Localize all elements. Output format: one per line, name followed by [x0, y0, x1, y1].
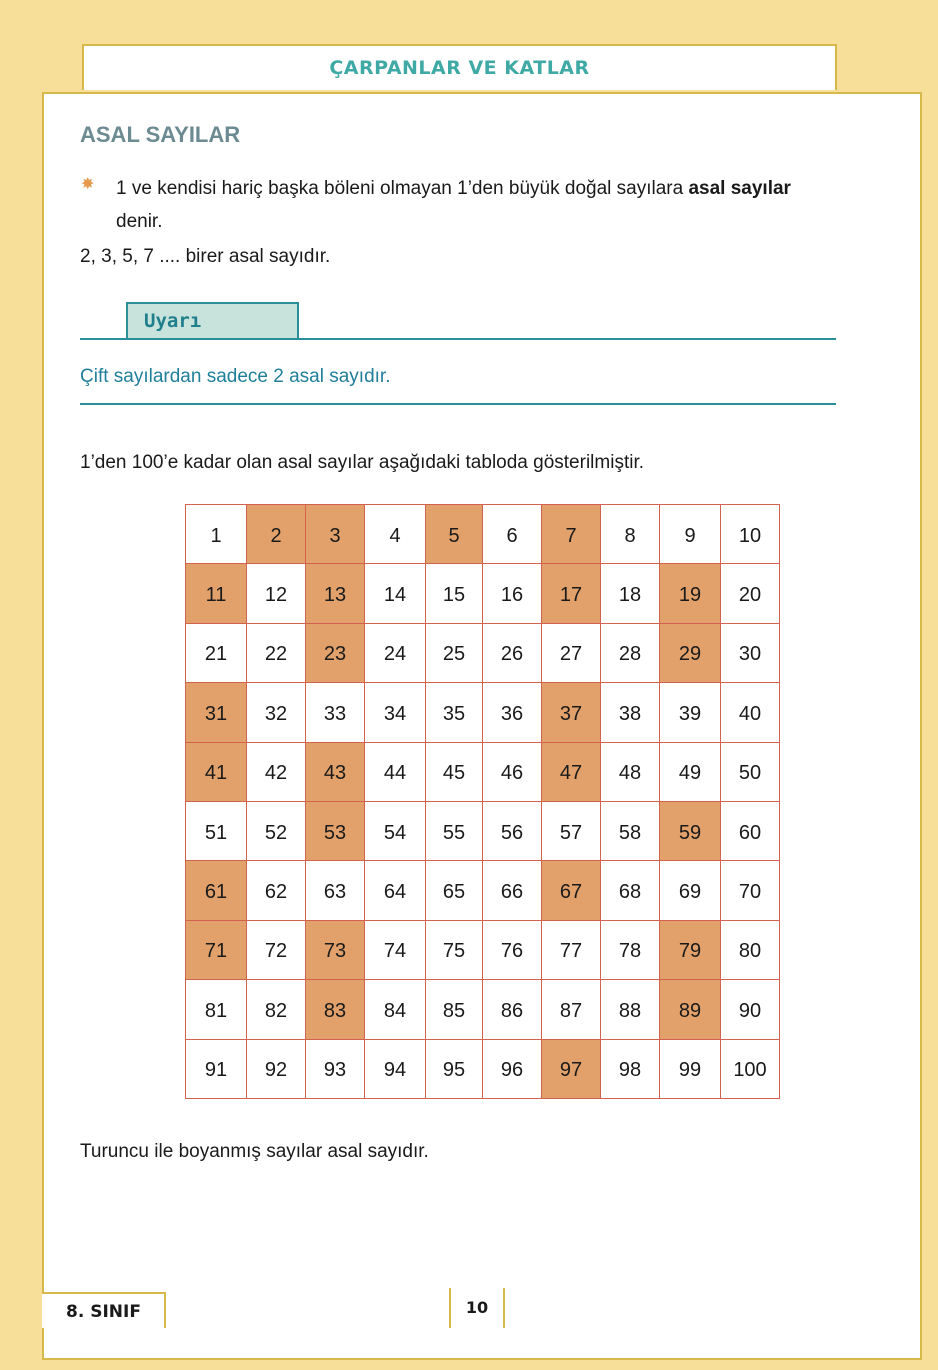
- number-cell: 65: [426, 861, 483, 920]
- number-cell: 35: [426, 683, 483, 742]
- prime-cell: 73: [306, 920, 365, 979]
- number-cell: 54: [365, 801, 426, 860]
- warning-text: Çift sayılardan sadece 2 asal sayıdır.: [80, 366, 391, 387]
- number-cell: 45: [426, 742, 483, 801]
- number-cell: 78: [601, 920, 660, 979]
- prime-table: [185, 504, 780, 1099]
- section-title: ASAL SAYILAR: [80, 122, 241, 147]
- number-cell: 50: [721, 742, 780, 801]
- number-cell: 21: [186, 623, 247, 682]
- number-cell: 40: [721, 683, 780, 742]
- number-cell: 95: [426, 1039, 483, 1098]
- definition-part1: 1 ve kendisi hariç başka böleni olmayan 1’den büyük doğal sayılara: [116, 178, 689, 199]
- number-cell: 98: [601, 1039, 660, 1098]
- number-cell: 51: [186, 801, 247, 860]
- number-cell: 96: [483, 1039, 542, 1098]
- table-row: [186, 980, 780, 1039]
- number-cell: 63: [306, 861, 365, 920]
- number-cell: 58: [601, 801, 660, 860]
- prime-cell: 41: [186, 742, 247, 801]
- prime-cell: 97: [542, 1039, 601, 1098]
- table-row: [186, 861, 780, 920]
- definition-bold: asal sayılar: [688, 178, 791, 199]
- number-cell: 94: [365, 1039, 426, 1098]
- number-cell: 91: [186, 1039, 247, 1098]
- number-cell: 24: [365, 623, 426, 682]
- number-cell: 87: [542, 980, 601, 1039]
- prime-cell: 83: [306, 980, 365, 1039]
- prime-cell: 19: [660, 564, 721, 623]
- number-cell: 88: [601, 980, 660, 1039]
- chapter-title: ÇARPANLAR VE KATLAR: [329, 57, 590, 79]
- number-cell: 76: [483, 920, 542, 979]
- table-row: [186, 623, 780, 682]
- prime-cell: 79: [660, 920, 721, 979]
- number-cell: 55: [426, 801, 483, 860]
- number-cell: 42: [247, 742, 306, 801]
- number-cell: 8: [601, 505, 660, 564]
- table-row: [186, 742, 780, 801]
- number-cell: 56: [483, 801, 542, 860]
- grade-label: 8. SINIF: [66, 1302, 141, 1322]
- number-cell: 64: [365, 861, 426, 920]
- number-cell: 33: [306, 683, 365, 742]
- table-row: [186, 920, 780, 979]
- number-cell: 75: [426, 920, 483, 979]
- number-cell: 49: [660, 742, 721, 801]
- number-cell: 66: [483, 861, 542, 920]
- chapter-banner: [82, 44, 837, 90]
- number-cell: 62: [247, 861, 306, 920]
- number-cell: 38: [601, 683, 660, 742]
- number-cell: 84: [365, 980, 426, 1039]
- number-cell: 39: [660, 683, 721, 742]
- number-cell: 74: [365, 920, 426, 979]
- prime-cell: 7: [542, 505, 601, 564]
- number-cell: 52: [247, 801, 306, 860]
- grade-label-box: [42, 1292, 166, 1328]
- prime-cell: 13: [306, 564, 365, 623]
- number-cell: 6: [483, 505, 542, 564]
- definition-part2: denir.: [116, 211, 163, 232]
- number-cell: 46: [483, 742, 542, 801]
- number-cell: 32: [247, 683, 306, 742]
- prime-cell: 47: [542, 742, 601, 801]
- number-cell: 99: [660, 1039, 721, 1098]
- number-cell: 81: [186, 980, 247, 1039]
- page-number: 10: [465, 1298, 489, 1317]
- prime-cell: 59: [660, 801, 721, 860]
- prime-cell: 71: [186, 920, 247, 979]
- warning-label: Uyarı: [144, 310, 202, 332]
- number-cell: 93: [306, 1039, 365, 1098]
- prime-cell: 3: [306, 505, 365, 564]
- table-row: [186, 1039, 780, 1098]
- prime-cell: 53: [306, 801, 365, 860]
- prime-cell: 2: [247, 505, 306, 564]
- footer-note: Turuncu ile boyanmış sayılar asal sayıdır.: [80, 1141, 429, 1162]
- number-cell: 12: [247, 564, 306, 623]
- number-cell: 70: [721, 861, 780, 920]
- number-cell: 20: [721, 564, 780, 623]
- number-cell: 14: [365, 564, 426, 623]
- number-cell: 69: [660, 861, 721, 920]
- prime-cell: 89: [660, 980, 721, 1039]
- number-cell: 22: [247, 623, 306, 682]
- number-cell: 26: [483, 623, 542, 682]
- number-cell: 85: [426, 980, 483, 1039]
- number-cell: 1: [186, 505, 247, 564]
- number-cell: 90: [721, 980, 780, 1039]
- number-cell: 80: [721, 920, 780, 979]
- prime-cell: 17: [542, 564, 601, 623]
- prime-cell: 29: [660, 623, 721, 682]
- table-row: [186, 801, 780, 860]
- number-cell: 15: [426, 564, 483, 623]
- number-cell: 57: [542, 801, 601, 860]
- number-cell: 36: [483, 683, 542, 742]
- number-cell: 48: [601, 742, 660, 801]
- prime-cell: 67: [542, 861, 601, 920]
- asterisk-icon: ✸: [81, 176, 95, 193]
- number-cell: 25: [426, 623, 483, 682]
- table-intro: 1’den 100’e kadar olan asal sayılar aşağıdaki tabloda gösterilmiştir.: [80, 452, 644, 473]
- number-cell: 68: [601, 861, 660, 920]
- number-cell: 82: [247, 980, 306, 1039]
- number-cell: 30: [721, 623, 780, 682]
- warning-bottom-rule: [80, 403, 836, 405]
- number-cell: 77: [542, 920, 601, 979]
- warning-top-rule: [80, 338, 836, 340]
- prime-cell: 5: [426, 505, 483, 564]
- number-cell: 4: [365, 505, 426, 564]
- prime-cell: 61: [186, 861, 247, 920]
- prime-cell: 31: [186, 683, 247, 742]
- prime-cell: 43: [306, 742, 365, 801]
- table-row: [186, 683, 780, 742]
- number-cell: 28: [601, 623, 660, 682]
- number-cell: 34: [365, 683, 426, 742]
- definition-text: [116, 172, 840, 238]
- prime-cell: 23: [306, 623, 365, 682]
- warning-tab: [126, 302, 299, 339]
- page-number-box: [449, 1288, 505, 1328]
- number-cell: 44: [365, 742, 426, 801]
- number-cell: 9: [660, 505, 721, 564]
- prime-cell: 11: [186, 564, 247, 623]
- table-row: [186, 564, 780, 623]
- prime-cell: 37: [542, 683, 601, 742]
- number-cell: 18: [601, 564, 660, 623]
- number-cell: 10: [721, 505, 780, 564]
- number-cell: 86: [483, 980, 542, 1039]
- number-cell: 16: [483, 564, 542, 623]
- example-text: 2, 3, 5, 7 .... birer asal sayıdır.: [80, 246, 331, 267]
- number-cell: 100: [721, 1039, 780, 1098]
- number-cell: 72: [247, 920, 306, 979]
- number-cell: 92: [247, 1039, 306, 1098]
- number-cell: 27: [542, 623, 601, 682]
- table-row: [186, 505, 780, 564]
- number-cell: 60: [721, 801, 780, 860]
